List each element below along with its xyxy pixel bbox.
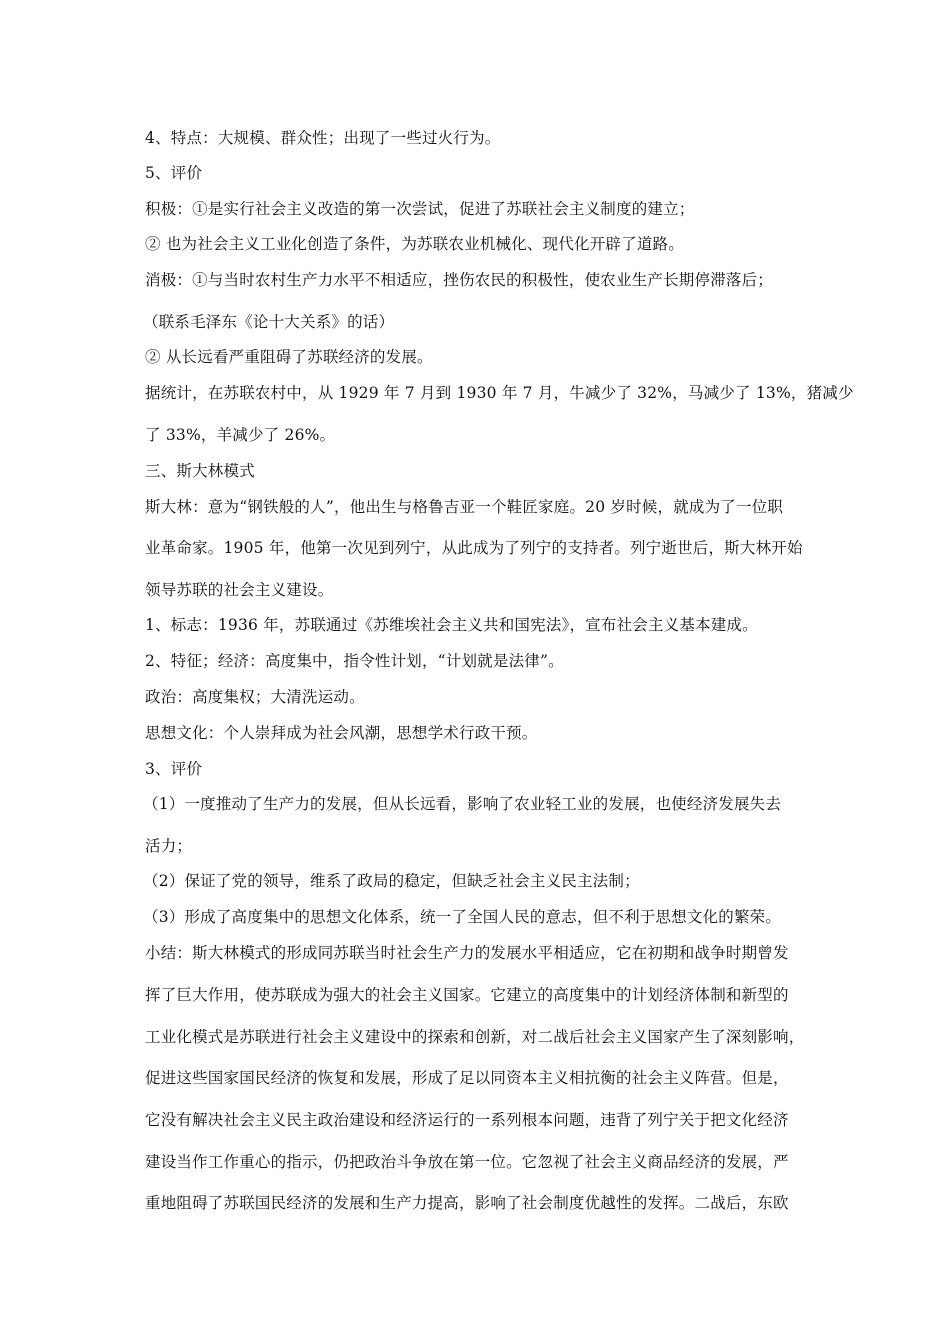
text-line: 1、标志：1936 年，苏联通过《苏维埃社会主义共和国宪法》，宣布社会主义基本建成。 [145, 616, 758, 634]
text-line: （联系毛泽东《论十大关系》的话） [143, 313, 395, 331]
text-line: 业革命家。1905 年，他第一次见到列宁，从此成为了列宁的支持者。列宁逝世后，斯大林开始 [145, 539, 803, 557]
text-line: 它没有解决社会主义民主政治建设和经济运行的一系列根本问题，违背了列宁关于把文化经济 [145, 1111, 789, 1129]
text-line: 政治：高度集权；大清洗运动。 [145, 688, 365, 706]
text-line: 工业化模式是苏联进行社会主义建设中的探索和创新，对二战后社会主义国家产生了深刻影响， [145, 1028, 805, 1046]
text-line: 了 33%，羊减少了 26%。 [145, 426, 336, 444]
text-line: 3、评价 [145, 760, 203, 778]
text-line: （2）保证了党的领导，维系了政局的稳定，但缺乏社会主义民主法制； [143, 872, 640, 890]
text-line: 5、评价 [145, 164, 203, 182]
text-line: ② 从长远看严重阻碍了苏联经济的发展。 [145, 348, 433, 366]
text-line: 挥了巨大作用，使苏联成为强大的社会主义国家。它建立的高度集中的计划经济体制和新型的 [145, 986, 789, 1004]
text-line: 促进这些国家国民经济的恢复和发展，形成了足以同资本主义相抗衡的社会主义阵营。但是， [145, 1069, 789, 1087]
text-line: 小结：斯大林模式的形成同苏联当时社会生产力的发展水平相适应，它在初期和战争时期曾发 [145, 944, 789, 962]
text-line: 建设当作工作重心的指示，仍把政治斗争放在第一位。它忽视了社会主义商品经济的发展，严 [145, 1153, 789, 1171]
text-line: 4、特点：大规模、群众性；出现了一些过火行为。 [145, 129, 501, 147]
text-line: 活力； [145, 837, 193, 855]
section-heading: 三、斯大林模式 [145, 462, 255, 480]
text-line: （3）形成了高度集中的思想文化体系，统一了全国人民的意志，但不利于思想文化的繁荣。 [143, 908, 782, 926]
text-line: 领导苏联的社会主义建设。 [145, 581, 334, 599]
text-line: 思想文化：个人崇拜成为社会风潮，思想学术行政干预。 [145, 724, 538, 742]
text-line: 2、特征；经济：高度集中，指令性计划，“计划就是法律”。 [145, 652, 564, 670]
text-line: 积极：①是实行社会主义改造的第一次尝试，促进了苏联社会主义制度的建立； [145, 200, 695, 218]
text-line: 重地阻碍了苏联国民经济的发展和生产力提高，影响了社会制度优越性的发挥。二战后，东欧 [145, 1194, 789, 1212]
text-line: 据统计，在苏联农村中，从 1929 年 7 月到 1930 年 7 月，牛减少了 32%，马减少了 13%，猪减少 [145, 384, 854, 402]
text-line: ② 也为社会主义工业化创造了条件，为苏联农业机械化、现代化开辟了道路。 [145, 235, 684, 253]
text-line: 消极：①与当时农村生产力水平不相适应，挫伤农民的积极性，使农业生产长期停滞落后； [145, 271, 774, 289]
text-line: 斯大林：意为“钢铁般的人”，他出生与格鲁吉亚一个鞋匠家庭。20 岁时候，就成为了一位职 [145, 498, 784, 516]
text-line: （1）一度推动了生产力的发展，但从长远看，影响了农业轻工业的发展，也使经济发展失去 [143, 795, 782, 813]
